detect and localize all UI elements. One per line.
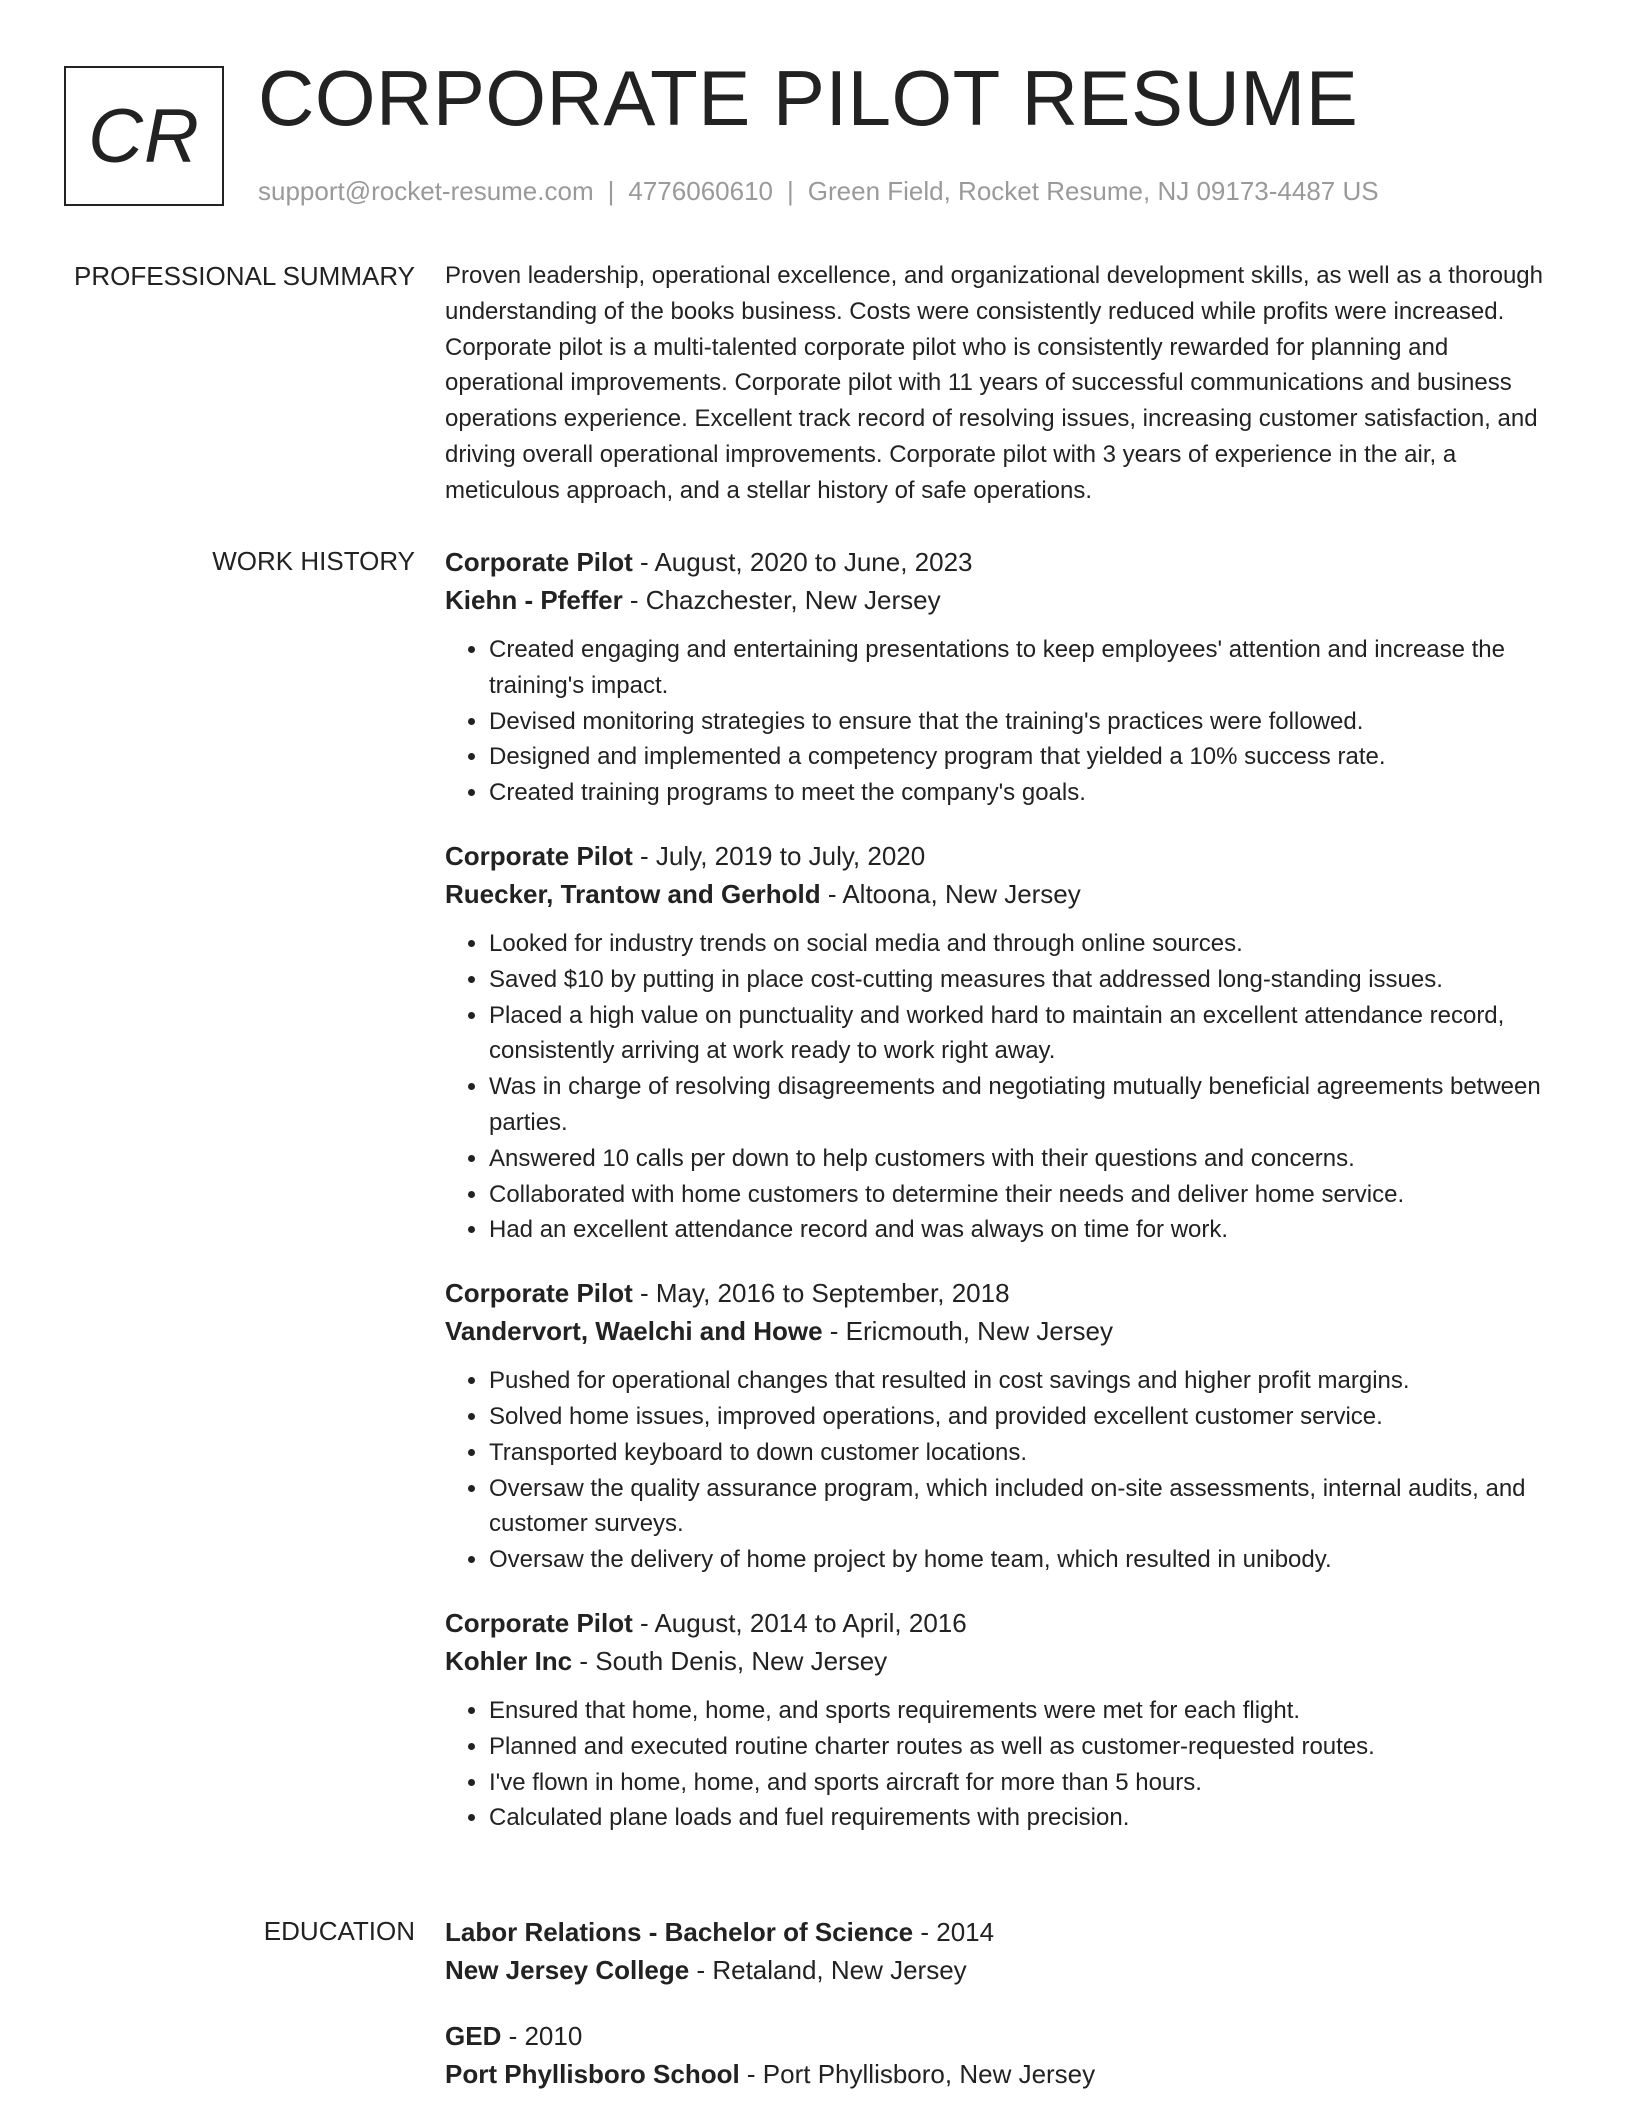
job-entry (445, 1274, 1561, 1578)
job-company: Kohler Inc (445, 1645, 573, 1676)
job-entry (445, 543, 1561, 811)
page-title: CORPORATE PILOT RESUME (258, 54, 1359, 142)
job-title-line (445, 1274, 1561, 1312)
section-label-summary: PROFESSIONAL SUMMARY (74, 261, 415, 291)
education-location: - Port Phyllisboro, New Jersey (739, 2059, 1096, 2089)
job-company: Vandervort, Waelchi and Howe (445, 1316, 823, 1347)
job-bullet: • Planned and executed routine charter routes as well as customer-requested routes. (489, 1729, 1561, 1765)
job-company-line (445, 1312, 1561, 1350)
job-bullet: • Transported keyboard to down customer locations. (489, 1435, 1561, 1471)
job-location: - Chazchester, New Jersey (622, 585, 941, 615)
education-location: - Retaland, New Jersey (689, 1955, 967, 1985)
job-bullet: • Answered 10 calls per down to help customers with their questions and concerns. (489, 1141, 1561, 1177)
jobs-list (445, 543, 1561, 1862)
job-title: Corporate Pilot (445, 547, 633, 577)
job-entry (445, 837, 1561, 1248)
education-entry (445, 1913, 1561, 1989)
job-bullet: • Designed and implemented a competency program that yielded a 10% success rate. (489, 739, 1561, 775)
job-dates: - May, 2016 to September, 2018 (632, 1278, 1010, 1309)
job-location: - South Denis, New Jersey (572, 1645, 888, 1676)
job-dates: - August, 2014 to April, 2016 (632, 1607, 967, 1638)
job-bullet: • Saved $10 by putting in place cost-cutting measures that addressed long-standing issues. (489, 962, 1561, 998)
education-degree: GED (445, 2021, 502, 2051)
contact-line (258, 174, 1379, 208)
education-year: - 2010 (501, 2021, 583, 2051)
education-degree: Labor Relations - Bachelor of Science (445, 1917, 914, 1947)
section-label-education: EDUCATION (263, 1916, 415, 1946)
job-location: - Altoona, New Jersey (820, 878, 1081, 909)
education-degree-line (445, 1913, 1561, 1951)
job-company: Kiehn - Pfeffer (445, 585, 623, 615)
job-title: Corporate Pilot (445, 840, 633, 871)
contact-address: Green Field, Rocket Resume, NJ 09173-4487 US (807, 176, 1379, 206)
job-bullets (445, 1363, 1561, 1578)
job-company-line (445, 875, 1561, 913)
job-bullets (445, 926, 1561, 1248)
job-bullets (445, 632, 1561, 811)
job-company-line (445, 581, 1561, 619)
education-year: - 2014 (913, 1917, 995, 1947)
job-title-line (445, 543, 1561, 581)
job-bullet: • Pushed for operational changes that resulted in cost savings and higher profit margins. (489, 1363, 1561, 1399)
job-bullet: • Calculated plane loads and fuel requirements with precision. (489, 1800, 1561, 1836)
contact-email[interactable]: support@rocket-resume.com (258, 176, 594, 206)
job-bullet: • Oversaw the delivery of home project by home team, which resulted in unibody. (489, 1542, 1561, 1578)
education-list (445, 1913, 1561, 2121)
job-bullet: • Created engaging and entertaining presentations to keep employees' attention and increase the training's impact. (489, 632, 1561, 704)
job-bullet: • I've flown in home, home, and sports aircraft for more than 5 hours. (489, 1765, 1561, 1801)
job-entry (445, 1604, 1561, 1836)
job-title-line (445, 837, 1561, 875)
job-location: - Ericmouth, New Jersey (822, 1316, 1113, 1347)
job-bullet: • Had an excellent attendance record and was always on time for work. (489, 1212, 1561, 1248)
job-bullet: • Was in charge of resolving disagreements and negotiating mutually beneficial agreements between parties. (489, 1069, 1561, 1141)
job-company: Ruecker, Trantow and Gerhold (445, 878, 821, 909)
education-entry (445, 2017, 1561, 2093)
job-bullet: • Collaborated with home customers to determine their needs and deliver home service. (489, 1177, 1561, 1213)
contact-phone[interactable]: 4776060610 (628, 176, 773, 206)
job-bullet: • Oversaw the quality assurance program, which included on-site assessments, internal audits, and customer surveys. (489, 1471, 1561, 1543)
education-school-line (445, 1951, 1561, 1989)
job-title-line (445, 1604, 1561, 1642)
job-bullet: • Solved home issues, improved operations, and provided excellent customer service. (489, 1399, 1561, 1435)
job-bullet: • Devised monitoring strategies to ensure that the training's practices were followed. (489, 704, 1561, 740)
education-school: Port Phyllisboro School (445, 2059, 740, 2089)
job-bullet: • Looked for industry trends on social media and through online sources. (489, 926, 1561, 962)
summary-text: Proven leadership, operational excellence, and organizational development skills, as well as a thorough understanding of the books business. Costs were consistently reduced while profits were increased. Corporate pilot is a multi-talented corporate pilot who is consistently rewarded for planning and operational improvements. Corporate pilot with 11 years of successful communications and business operations experience. Excellent track record of resolving issues, increasing customer satisfaction, and driving overall operational improvements. Corporate pilot with 3 years of experience in the air, a meticulous approach, and a stellar history of safe operations. (445, 262, 1543, 504)
monogram-logo: CR (64, 66, 224, 206)
job-bullet: • Created training programs to meet the company's goals. (489, 775, 1561, 811)
education-degree-line (445, 2017, 1561, 2055)
education-school-line (445, 2055, 1561, 2093)
job-company-line (445, 1642, 1561, 1680)
job-title: Corporate Pilot (445, 1607, 633, 1638)
job-title: Corporate Pilot (445, 1278, 633, 1309)
job-dates: - July, 2019 to July, 2020 (632, 840, 926, 871)
education-school: New Jersey College (445, 1955, 690, 1985)
job-bullet: • Placed a high value on punctuality and worked hard to maintain an excellent attendance record, consistently arriving at work ready to work right away. (489, 998, 1561, 1070)
contact-separator: | (787, 176, 794, 206)
section-label-work-history: WORK HISTORY (212, 546, 415, 576)
job-bullet: • Ensured that home, home, and sports requirements were met for each flight. (489, 1693, 1561, 1729)
contact-separator: | (607, 176, 615, 206)
job-bullets (445, 1693, 1561, 1836)
job-dates: - August, 2020 to June, 2023 (632, 547, 973, 577)
